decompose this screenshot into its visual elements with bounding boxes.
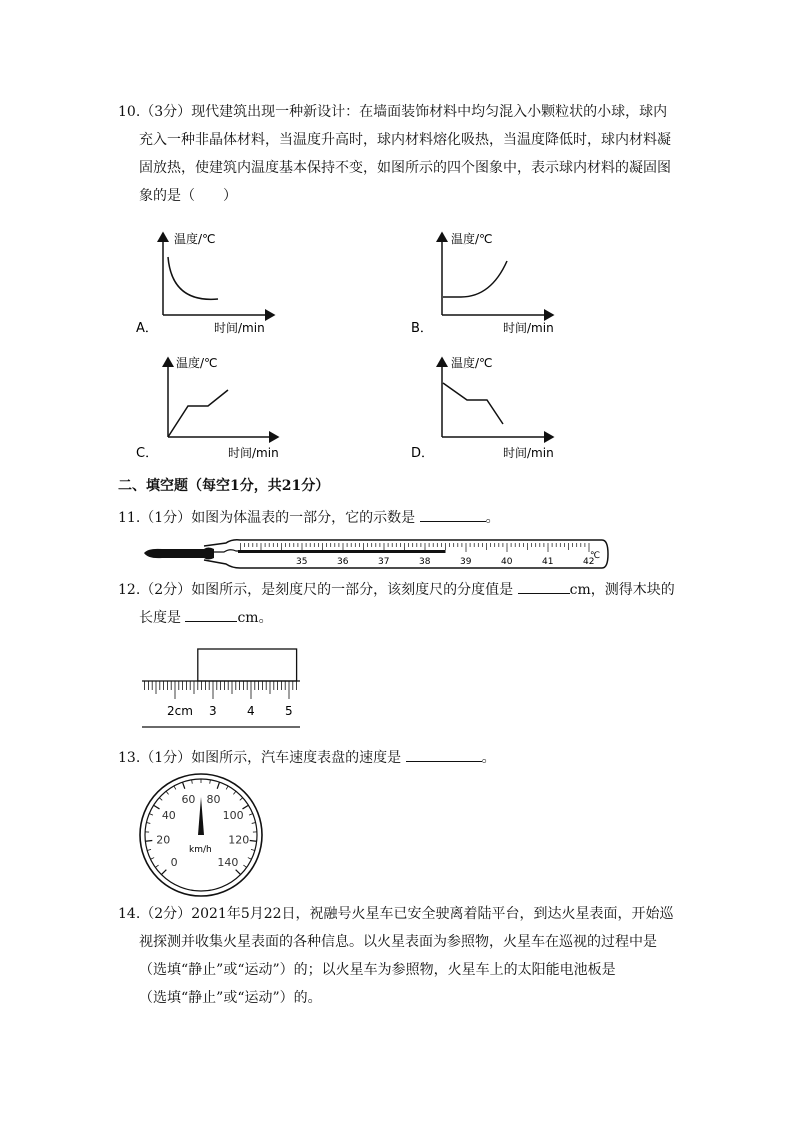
question-score: （2分） xyxy=(140,906,192,922)
curve xyxy=(443,261,507,297)
y-axis-label: 温度/℃ xyxy=(176,356,218,370)
dial-tick xyxy=(243,865,246,867)
option-label: D． xyxy=(411,446,435,461)
thermometer-tick-label: 40 xyxy=(501,557,513,567)
dial-tick xyxy=(161,870,166,875)
ruler-labels xyxy=(167,704,293,718)
dial-label: 40 xyxy=(161,808,176,822)
dial-tick xyxy=(159,798,162,801)
wood-block xyxy=(198,649,297,681)
dial-tick xyxy=(236,870,241,875)
question-14: 14.（2分）2021年5月22日，祝融号火星车已安全驶离着陆平台，到达火星表面，开始巡 视探测并收集火星表面的各种信息。以火星表面为参照物，火星车在巡视的过程中是 （选填“静止”或“运动”）的；以火星车为参照物，火星车上的太阳能电池板是 （选填“静止”或“运动”）的。 xyxy=(118,900,678,1012)
question-score: （1分） xyxy=(140,510,192,526)
question-score: （3分） xyxy=(140,104,192,120)
dial-tick xyxy=(217,782,219,789)
ruler-label: 4 xyxy=(247,704,255,718)
section-heading: 二、填空题（每空1分，共21分） xyxy=(118,478,330,494)
question-number: 10. xyxy=(118,104,141,120)
question-10-line-1: 10.（3分）现代建筑出现一种新设计：在墙面装饰材料中均匀混入小颗粒状的小球，球内 xyxy=(118,104,668,120)
graph-b xyxy=(405,225,575,340)
x-axis-label: 时间/min xyxy=(503,321,554,335)
thermometer xyxy=(140,538,615,570)
dial-tick xyxy=(252,823,256,824)
question-10-line-4: 象的是（ ） xyxy=(139,188,237,204)
dial-unit: km/h xyxy=(189,845,212,855)
question-number: 14. xyxy=(118,906,141,922)
y-axis-label: 温度/℃ xyxy=(451,232,493,246)
ruler-label: 3 xyxy=(209,704,217,718)
dial-tick xyxy=(249,814,253,816)
ruler-ticks xyxy=(145,681,297,699)
question-14-line-4: （选填“静止”或“运动”）的。 xyxy=(139,990,322,1006)
option-label: A． xyxy=(136,321,158,336)
graph-d xyxy=(405,350,575,465)
ruler-label: 5 xyxy=(285,704,293,718)
curve xyxy=(168,257,218,299)
question-14-line-3: （选填“静止”或“运动”）的；以火星车为参照物，火星车上的太阳能电池板是 xyxy=(139,962,616,978)
dial-tick xyxy=(210,780,211,784)
dial-label: 60 xyxy=(181,793,196,807)
x-axis-label: 时间/min xyxy=(228,446,279,460)
dial-tick xyxy=(183,782,185,789)
answer-blank-1[interactable] xyxy=(518,579,570,594)
answer-blank[interactable] xyxy=(420,507,486,522)
ruler-label: 2cm xyxy=(167,704,193,718)
thermometer-tick-label: 37 xyxy=(378,557,390,567)
dial-tick xyxy=(147,849,151,850)
question-14-line-2: 视探测并收集火星表面的各种信息。以火星表面为参照物，火星车在巡视的过程中是 xyxy=(139,934,657,950)
question-score: （1分） xyxy=(140,750,192,766)
dial-tick xyxy=(151,858,155,860)
dial-tick xyxy=(145,840,152,841)
curve xyxy=(443,383,503,424)
thermometer-tick-label: 39 xyxy=(460,557,472,567)
dial-tick xyxy=(166,791,168,794)
option-label: B． xyxy=(411,321,433,336)
dial-tick xyxy=(174,786,176,790)
graph-c xyxy=(130,350,300,465)
dial-label: 120 xyxy=(228,833,250,847)
question-11: 11.（1分）如图为体温表的一部分，它的示数是 。 xyxy=(118,504,678,532)
needle xyxy=(198,797,204,835)
graph-a xyxy=(130,225,300,340)
thermometer-neck xyxy=(212,550,240,552)
dial-tick xyxy=(248,858,252,860)
ruler xyxy=(138,645,308,735)
option-label: C． xyxy=(136,446,159,461)
dial-label: 140 xyxy=(217,855,239,869)
thermometer-tick-label: 41 xyxy=(542,557,554,567)
question-10-line-2: 充入一种非晶体材料，当温度升高时，球内材料熔化吸热，当温度降低时，球内材料凝 xyxy=(139,132,671,148)
dial-tick xyxy=(251,849,255,850)
question-score: （2分） xyxy=(140,582,192,598)
dial-tick xyxy=(226,786,228,790)
question-number: 11. xyxy=(118,510,141,526)
mercury-column xyxy=(238,550,446,553)
dial-label: 20 xyxy=(156,833,171,847)
dial-label: 100 xyxy=(222,808,244,822)
thermometer-tick-label: 38 xyxy=(419,557,431,567)
y-axis-label: 温度/℃ xyxy=(451,356,493,370)
x-axis-label: 时间/min xyxy=(214,321,265,335)
x-axis-label: 时间/min xyxy=(503,446,554,460)
thermometer-tick-label: 36 xyxy=(337,557,349,567)
curve xyxy=(168,390,228,437)
dial-tick xyxy=(154,805,160,809)
dial-label: 80 xyxy=(206,793,221,807)
question-number: 12. xyxy=(118,582,141,598)
question-number: 13. xyxy=(118,750,141,766)
y-axis-label: 温度/℃ xyxy=(174,232,216,246)
answer-blank[interactable] xyxy=(406,747,482,762)
dial-tick xyxy=(233,791,235,794)
question-10-line-3: 固放热，使建筑内温度基本保持不变，如图所示的四个图象中，表示球内材料的凝固图 xyxy=(139,160,671,176)
answer-blank-2[interactable] xyxy=(185,607,237,622)
dial-tick xyxy=(192,780,193,784)
dial-tick xyxy=(250,840,257,841)
thermometer-labels xyxy=(296,557,594,567)
question-12: 12.（2分）如图所示，是刻度尺的一部分，该刻度尺的分度值是 cm，测得木块的 长度是 cm。 xyxy=(118,576,678,632)
thermometer-unit: ℃ xyxy=(590,551,601,561)
speedometer xyxy=(138,772,264,898)
dial-label: 0 xyxy=(170,855,178,869)
question-13: 13.（1分）如图所示，汽车速度表盘的速度是 。 xyxy=(118,744,678,772)
thermometer-tick-label: 42 xyxy=(583,557,595,567)
thermometer-bulb xyxy=(144,548,214,560)
dial-tick xyxy=(155,865,158,867)
dial-tick xyxy=(240,798,243,801)
dial-tick xyxy=(146,823,150,824)
thermometer-tick-label: 35 xyxy=(296,557,308,567)
question-10 xyxy=(118,98,678,210)
dial-tick xyxy=(149,814,153,816)
